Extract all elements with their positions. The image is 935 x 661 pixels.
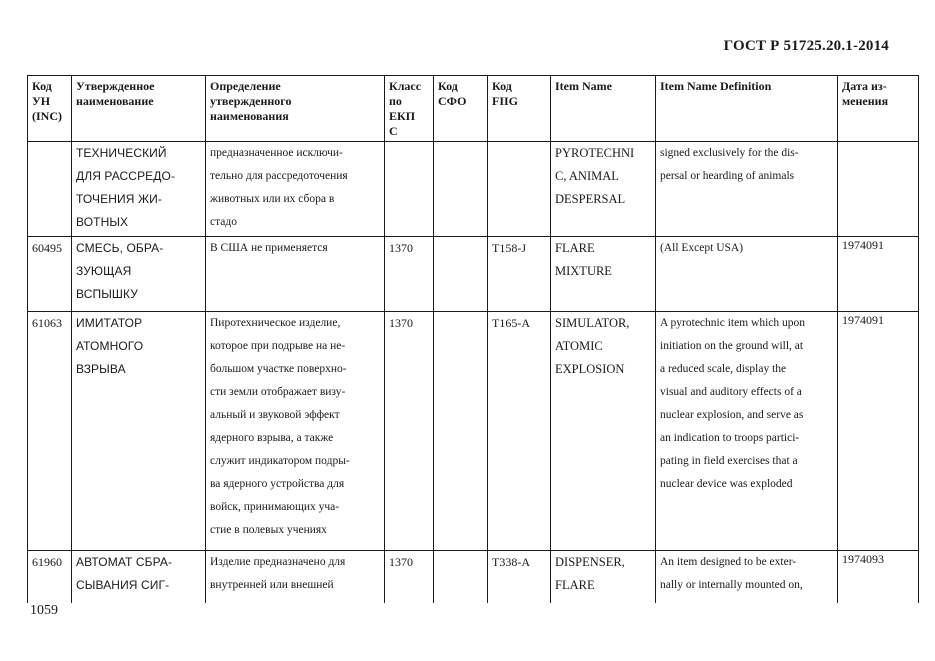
cell-item-name-definition: An item designed to be exter- nally or internally mounted on, <box>656 551 838 604</box>
cell-definition: Пиротехническое изделие, которое при подрыве на не- большом участке поверхно- сти земли отображает визу- альный и звуковой эффект ядерного взрыва, а также служит индикатором подры- ва ядерного устройства для войск, принимающих уча- стие в полевых учениях <box>206 312 385 551</box>
page-number: 1059 <box>30 603 58 618</box>
table-header-row <box>28 76 919 142</box>
cell-class <box>385 142 434 237</box>
cell-sfo <box>434 312 488 551</box>
cell-change-date: 1974091 <box>838 237 919 312</box>
cell-sfo <box>434 237 488 312</box>
cell-item-name-definition: signed exclusively for the dis- persal or hearding of animals <box>656 142 838 237</box>
cell-fiig: T338-A <box>488 551 551 604</box>
cell-code: 61063 <box>28 312 72 551</box>
cell-fiig <box>488 142 551 237</box>
cell-item-name-definition: A pyrotechnic item which upon initiation on the ground will, at a reduced scale, display the visual and auditory effects of a nuclear explosion, and serve as an indication to troops partici- pating in field exercises that a nuclear device was exploded <box>656 312 838 551</box>
cell-approved-name: ИМИТАТОР АТОМНОГО ВЗРЫВА <box>72 312 206 551</box>
column-header-fiig: Код FIIG <box>488 76 551 142</box>
cell-item-name-definition: (All Except USA) <box>656 237 838 312</box>
column-header-class: Класс по ЕКП С <box>385 76 434 142</box>
column-header-sfo: Код СФО <box>434 76 488 142</box>
cell-code: 61960 <box>28 551 72 604</box>
cell-class: 1370 <box>385 551 434 604</box>
cell-code <box>28 142 72 237</box>
cell-approved-name: СМЕСЬ, ОБРА- ЗУЮЩАЯ ВСПЫШКУ <box>72 237 206 312</box>
table-row <box>28 237 919 312</box>
column-header-change-date: Дата из- менения <box>838 76 919 142</box>
cell-code: 60495 <box>28 237 72 312</box>
cell-change-date <box>838 142 919 237</box>
cell-item-name: DISPENSER, FLARE <box>551 551 656 604</box>
cell-fiig: T158-J <box>488 237 551 312</box>
cell-item-name: FLARE MIXTURE <box>551 237 656 312</box>
cell-item-name: SIMULATOR, ATOMIC EXPLOSION <box>551 312 656 551</box>
cell-change-date: 1974091 <box>838 312 919 551</box>
cell-class: 1370 <box>385 312 434 551</box>
table-row <box>28 142 919 237</box>
cell-definition: В США не применяется <box>206 237 385 312</box>
cell-change-date: 1974093 <box>838 551 919 604</box>
cell-sfo <box>434 551 488 604</box>
column-header-item-name: Item Name <box>551 76 656 142</box>
column-header-code: Код УН (INC) <box>28 76 72 142</box>
table-row <box>28 312 919 551</box>
document-standard-header: ГОСТ Р 51725.20.1-2014 <box>723 38 889 54</box>
column-header-approved-name: Утвержденное наименование <box>72 76 206 142</box>
cell-fiig: T165-A <box>488 312 551 551</box>
cell-class: 1370 <box>385 237 434 312</box>
table-row <box>28 551 919 604</box>
cell-definition: Изделие предназначено для внутренней или внешней <box>206 551 385 604</box>
cell-approved-name: АВТОМАТ СБРА- СЫВАНИЯ СИГ- <box>72 551 206 604</box>
column-header-item-name-definition: Item Name Definition <box>656 76 838 142</box>
cell-sfo <box>434 142 488 237</box>
cell-approved-name: ТЕХНИЧЕСКИЙ ДЛЯ РАССРЕДО- ТОЧЕНИЯ ЖИ- ВОТНЫХ <box>72 142 206 237</box>
cell-item-name: PYROTECHNI C, ANIMAL DESPERSAL <box>551 142 656 237</box>
column-header-definition: Определение утвержденного наименования <box>206 76 385 142</box>
classification-table <box>27 75 919 603</box>
cell-definition: предназначенное исключи- тельно для рассредоточения животных или их сбора в стадо <box>206 142 385 237</box>
